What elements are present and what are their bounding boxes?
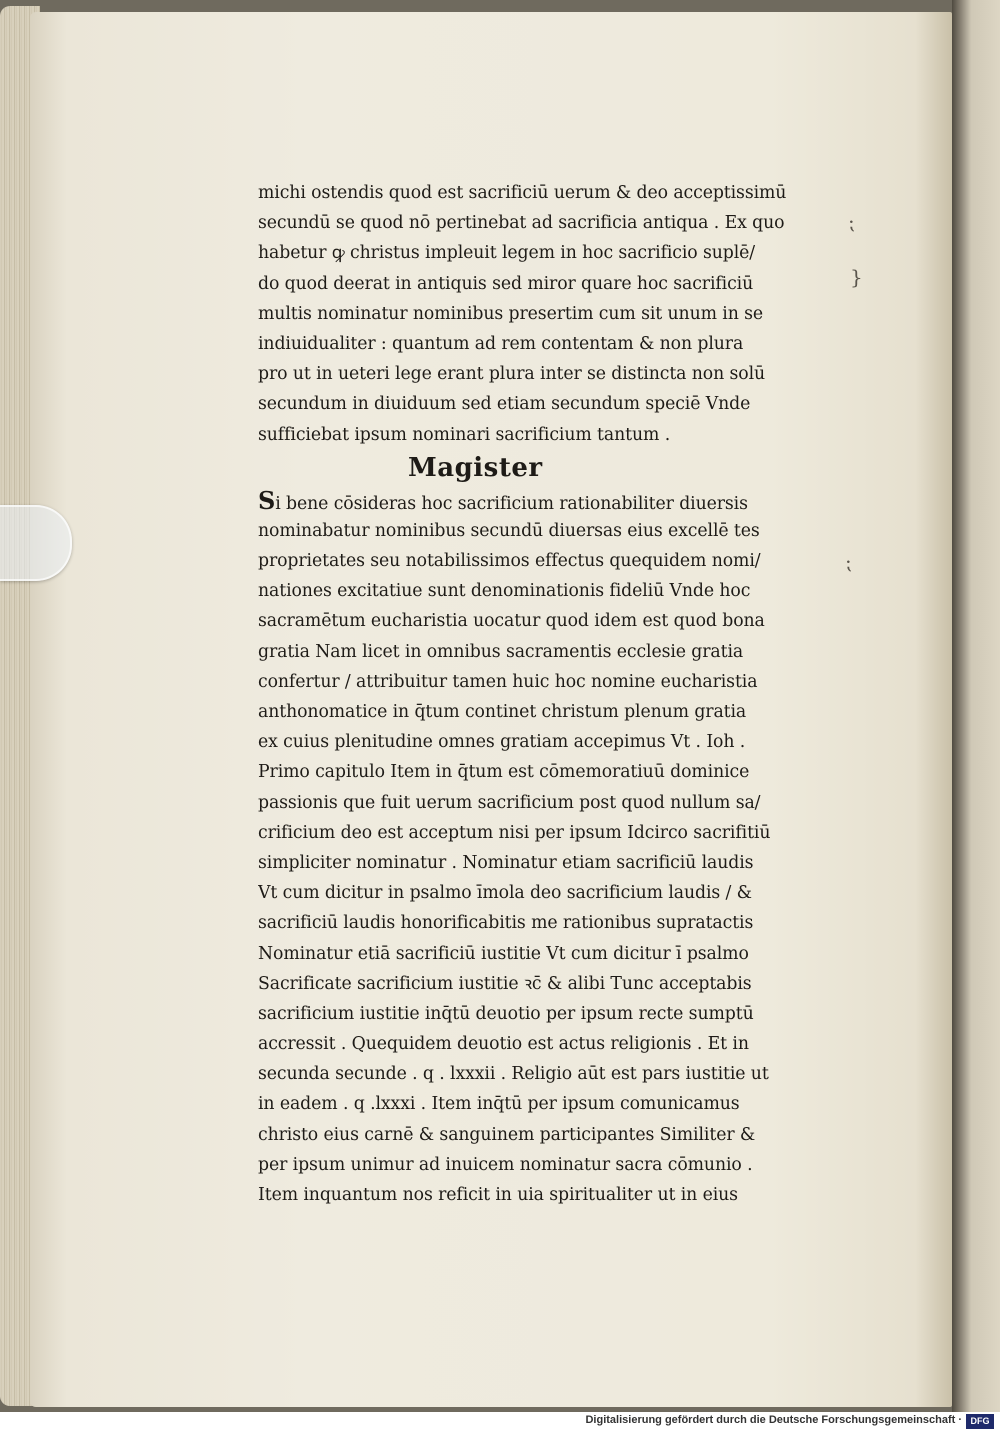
text-line: michi ostendis quod est sacrificiū uerum & deo acceptissimū bbox=[258, 183, 787, 203]
text-line: nominabatur nominibus secundū diuersas eius excellē tes bbox=[258, 520, 760, 541]
text-line: do quod deerat in antiquis sed miror quare hoc sacrificiū bbox=[258, 273, 754, 294]
text-line: nationes excitatiue sunt denominationis fideliū Vnde hoc bbox=[258, 581, 751, 602]
text-line: sacrificiū laudis honorificabitis me rationibus supratactis bbox=[258, 913, 754, 934]
text-line: habetur ꝙ christus impleuit legem in hoc sacrificio suplē/ bbox=[258, 243, 756, 264]
text-line: secundum in diuiduum sed etiam secundum speciē Vnde bbox=[258, 394, 751, 415]
text-line: proprietates seu notabilissimos effectus quequidem nomi/ bbox=[258, 551, 761, 572]
text-line: Nominatur etiā sacrificiū iustitie Vt cum dicitur ī psalmo bbox=[258, 943, 749, 964]
section-heading: Magister bbox=[408, 452, 543, 483]
text-line: pro ut in ueteri lege erant plura inter se distincta non solū bbox=[258, 364, 766, 385]
footer-bar bbox=[0, 1412, 1000, 1433]
paragraph-before-heading bbox=[258, 178, 858, 450]
text-line: anthonomatice in q̄tum continet christum plenum gratia bbox=[258, 702, 747, 722]
margin-annotation-mark: ⁏ bbox=[848, 210, 855, 234]
text-line: per ipsum unimur ad inuicem nominatur sacra cōmunio . bbox=[258, 1154, 753, 1175]
dfg-logo: DFG bbox=[966, 1414, 994, 1429]
facing-page-edge bbox=[952, 0, 1000, 1412]
text-line: confertur / attribuitur tamen huic hoc nomine eucharistia bbox=[258, 671, 758, 692]
margin-annotation-bracket: } bbox=[850, 265, 863, 289]
text-line: sacramētum eucharistia uocatur quod idem est quod bona bbox=[258, 611, 765, 632]
text-line: multis nominatur nominibus presertim cum sit unum in se bbox=[258, 303, 764, 324]
text-line: ex cuius plenitudine omnes gratiam accepimus Vt . Ioh . bbox=[258, 732, 746, 753]
text-line: Primo capitulo Item in q̄tum est cōmemoratiuū dominice bbox=[258, 762, 750, 783]
paragraph-after-heading bbox=[258, 516, 858, 1210]
text-line: gratia Nam licet in omnibus sacramentis ecclesie gratia bbox=[258, 641, 744, 662]
text-line: Item inquantum nos reficit in uia spiritualiter ut in eius bbox=[258, 1185, 738, 1205]
text-line: Sacrificate sacrificium iustitie ꝛc̄ & alibi Tunc acceptabis bbox=[258, 973, 752, 994]
text-line: in eadem . q .lxxxi . Item inq̄tū per ipsum comunicamus bbox=[258, 1094, 740, 1115]
bookmark-clip bbox=[0, 505, 72, 581]
text-block bbox=[258, 178, 858, 1210]
margin-annotation-mark-2: ⁏ bbox=[845, 550, 852, 574]
text-line: sacrificium iustitie inq̄tū deuotio per ipsum recte sumptū bbox=[258, 1003, 754, 1024]
text-line: passionis que fuit uerum sacrificium post quod nullum sa/ bbox=[258, 792, 761, 813]
first-line-with-initial bbox=[258, 486, 858, 516]
funding-credit: Digitalisierung gefördert durch die Deutsche Forschungsgemeinschaft · bbox=[585, 1414, 962, 1426]
first-line-text: i bene cōsideras hoc sacrificium rationabiliter diuersis bbox=[275, 493, 748, 514]
text-line: indiuidualiter : quantum ad rem contentam & non plura bbox=[258, 333, 744, 354]
text-line: accressit . Quequidem deuotio est actus religionis . Et in bbox=[258, 1034, 749, 1055]
text-line: simpliciter nominatur . Nominatur etiam sacrificiū laudis bbox=[258, 852, 754, 873]
text-line: christo eius carnē & sanguinem participantes Similiter & bbox=[258, 1124, 756, 1145]
text-line: crificium deo est acceptum nisi per ipsum Idcirco sacrifitiū bbox=[258, 822, 771, 843]
text-line: secunda secunde . q . lxxxii . Religio aūt est pars iustitie ut bbox=[258, 1064, 769, 1085]
text-line: secundū se quod nō pertinebat ad sacrificia antiqua . Ex quo bbox=[258, 213, 785, 234]
text-line: Vt cum dicitur in psalmo īmola deo sacrificium laudis / & bbox=[258, 883, 752, 904]
drop-cap: S bbox=[258, 485, 276, 515]
text-line: sufficiebat ipsum nominari sacrificium tantum . bbox=[258, 424, 671, 445]
